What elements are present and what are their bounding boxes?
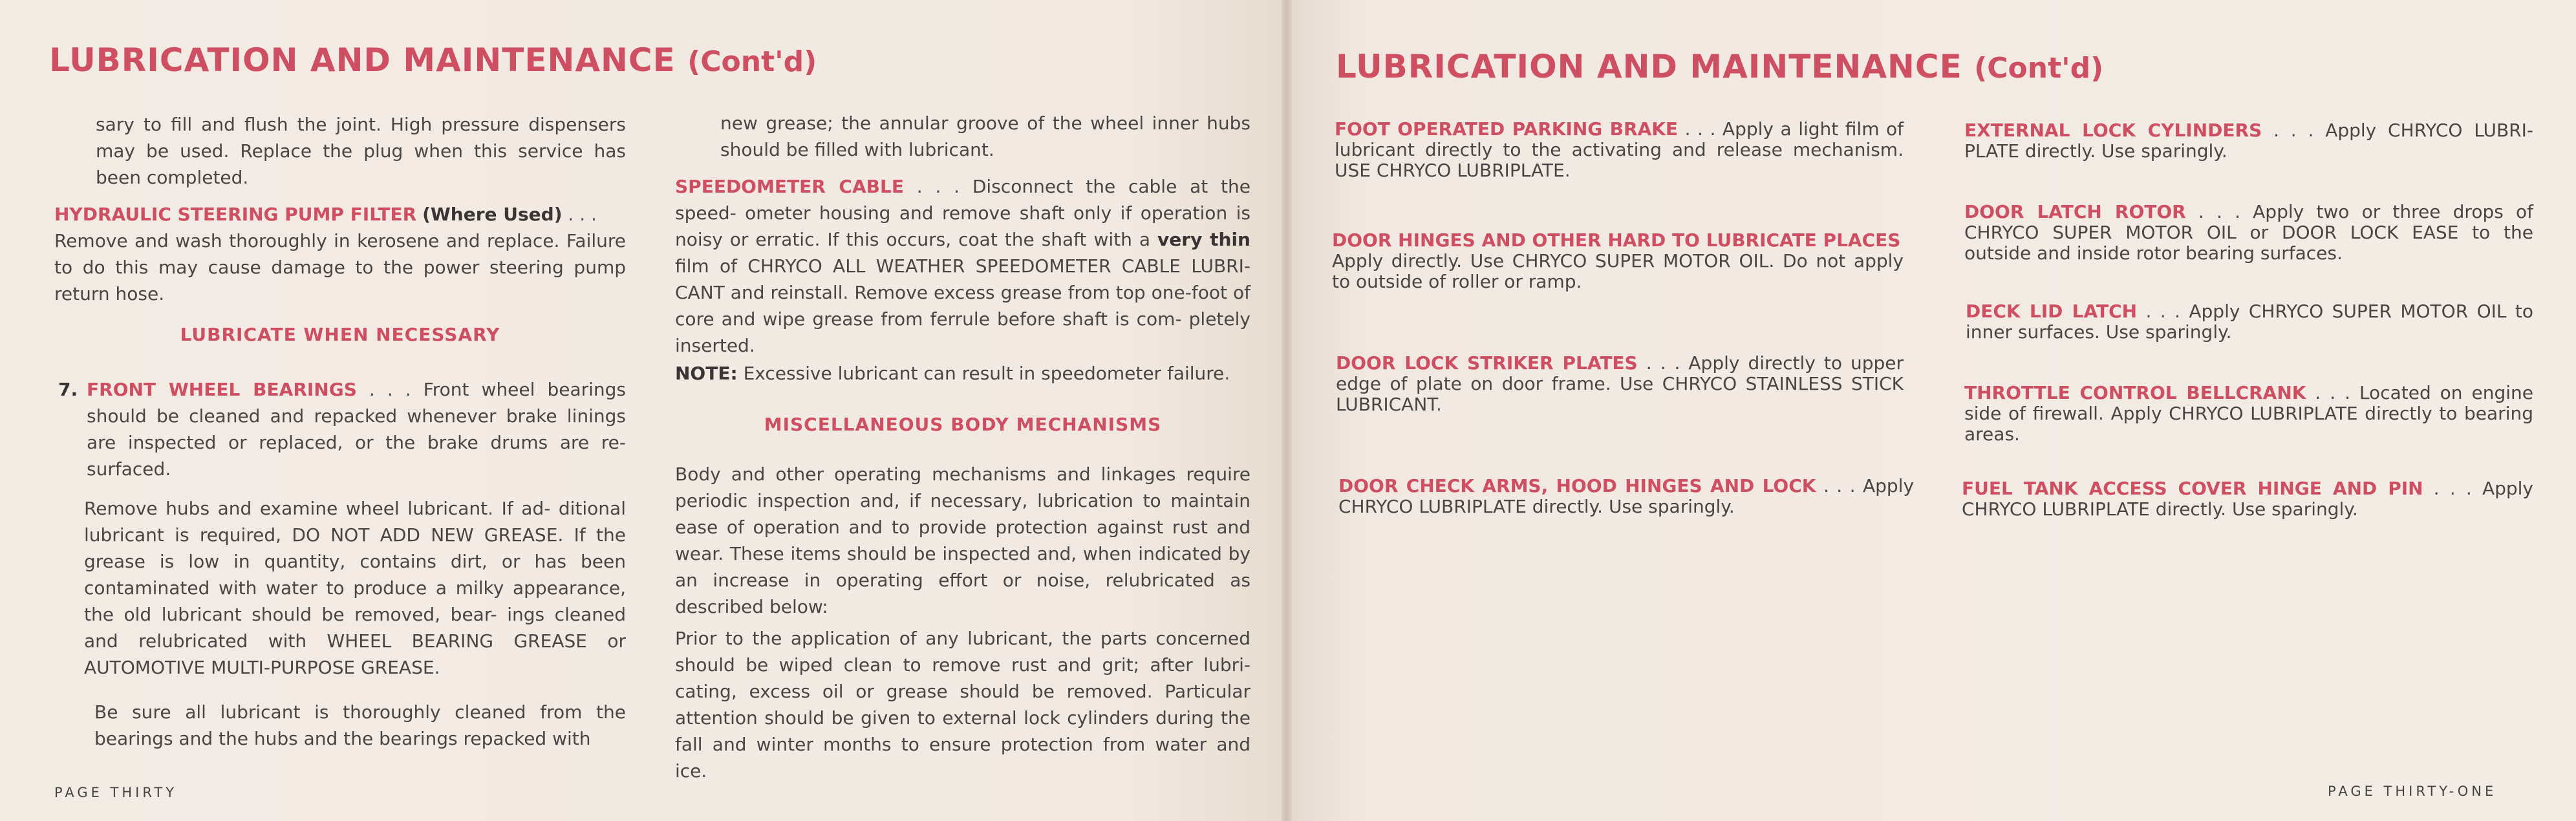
front-wheel-bearings-heading: FRONT WHEEL BEARINGS (87, 379, 357, 400)
door-latch-rotor-entry (1964, 202, 2533, 264)
wheel-clean-text: Be sure all lubricant is thoroughly cleaned from the bearings and the hubs and the bearings repacked with (94, 701, 626, 749)
door-hinges-text: Apply directly. Use CHRYCO SUPER MOTOR OIL. Do not apply to outside of roller or ramp. (1332, 250, 1904, 292)
left-page-title (49, 41, 817, 79)
door-lock-striker-entry (1336, 353, 1904, 415)
misc-body-mechanisms-heading: MISCELLANEOUS BODY MECHANISMS (764, 414, 1162, 435)
door-check-arms-paragraph (1338, 476, 1914, 517)
parking-brake-paragraph (1335, 119, 1904, 181)
door-latch-rotor-paragraph (1964, 202, 2533, 264)
throttle-bellcrank-entry (1964, 383, 2533, 445)
door-hinges-paragraph (1332, 230, 1904, 292)
fuel-tank-cover-paragraph (1962, 478, 2533, 520)
door-check-arms-text: . . . Apply CHRYCO LUBRIPLATE directly. Use sparingly. (1338, 475, 1915, 517)
fuel-tank-cover-entry (1962, 478, 2533, 520)
fuel-tank-cover-heading: FUEL TANK ACCESS COVER HINGE AND PIN (1962, 478, 2423, 499)
speedometer-text-a: . . . Disconnect the cable at the speed- ometer housing and remove shaft only if operation is noisy or erratic. If this occurs, coat the shaft with a (675, 176, 1251, 250)
external-lock-heading: EXTERNAL LOCK CYLINDERS (1964, 120, 2262, 141)
door-lock-striker-paragraph (1336, 353, 1904, 415)
speedometer-paragraph (675, 173, 1250, 359)
right-title-text: LUBRICATION AND MAINTENANCE (1336, 48, 1962, 85)
door-lock-striker-heading: DOOR LOCK STRIKER PLATES (1336, 352, 1638, 374)
front-wheel-bearings-paragraph (54, 376, 626, 482)
left-page-footer: PAGE THIRTY (54, 785, 178, 800)
right-page-footer: PAGE THIRTY-ONE (2328, 784, 2497, 799)
door-hinges-entry (1332, 230, 1904, 292)
throttle-bellcrank-paragraph (1964, 383, 2533, 445)
note-paragraph (675, 360, 1250, 387)
speedometer-cable-heading: SPEEDOMETER CABLE (675, 176, 904, 197)
left-title-cont: (Cont'd) (687, 45, 817, 78)
pump-filter-paragraph (54, 201, 626, 307)
left-column-2 (675, 110, 1250, 784)
left-title-text: LUBRICATION AND MAINTENANCE (49, 41, 676, 79)
parking-brake-entry (1335, 119, 1904, 181)
fuel-tank-cover-text: . . . Apply CHRYCO LUBRIPLATE directly. Use sparingly. (1962, 478, 2533, 520)
pump-filter-text: Remove and wash thoroughly in kerosene and replace. Failure to do this may cause damage to the power steering pump return hose. (54, 230, 626, 304)
deck-lid-latch-entry (1966, 301, 2533, 343)
left-column-1 (54, 111, 626, 752)
door-lock-striker-text: . . . Apply directly to upper edge of plate on door frame. Use CHRYCO STAINLESS STICK LUBRICANT. (1336, 352, 1904, 415)
right-page-title (1336, 48, 2103, 85)
speedometer-very-thin: very thin (1157, 229, 1250, 250)
book-gutter (1282, 0, 1292, 821)
item-number-7: 7. (58, 379, 78, 400)
right-title-cont: (Cont'd) (1974, 52, 2104, 85)
door-latch-rotor-heading: DOOR LATCH ROTOR (1964, 201, 2186, 222)
external-lock-paragraph (1964, 120, 2533, 162)
front-wheel-bearings-text: . . . Front wheel bearings should be cleaned and repacked whenever brake linings are inspected or replaced, or the brake drums are re- surfaced. (87, 379, 626, 480)
lubricate-when-necessary-heading: LUBRICATE WHEN NECESSARY (180, 324, 500, 345)
throttle-bellcrank-heading: THROTTLE CONTROL BELLCRANK (1964, 382, 2306, 403)
door-latch-rotor-text: . . . Apply two or three drops of CHRYCO SUPER MOTOR OIL or DOOR LOCK EASE to the outside and inside rotor bearing surfaces. (1964, 201, 2533, 264)
parking-brake-heading: FOOT OPERATED PARKING BRAKE (1335, 118, 1679, 140)
parking-brake-text: . . . Apply a light film of lubricant directly to the activating and release mechanism. USE CHRYCO LUBRIPLATE. (1335, 118, 1904, 181)
deck-lid-latch-paragraph (1966, 301, 2533, 343)
note-text: Excessive lubricant can result in speedometer failure. (743, 363, 1230, 384)
misc-text-1: Body and other operating mechanisms and linkages require periodic inspection and, if necessary, lubrication to maintain ease of operation and to provide protection against rust and wear. These items should be inspected and, when indicated by an increase in operating effort or noise, relubricated as described below: (675, 464, 1250, 617)
wheel-hubs-text: Remove hubs and examine wheel lubricant. If ad- ditional lubricant is required, DO NOT ADD NEW GREASE. If the grease is low in quantity, contains dirt, or has been contaminated with water to produce a milky appearance, the old lubricant should be removed, bear- ings cleaned and relubricated with WHEEL BEARING GREASE or AUTOMOTIVE MULTI-PURPOSE GREASE. (84, 498, 626, 678)
door-check-arms-heading: DOOR CHECK ARMS, HOOD HINGES AND LOCK (1338, 475, 1816, 496)
throttle-bellcrank-text: . . . Located on engine side of firewall. Apply CHRYCO LUBRIPLATE directly to bearing areas. (1964, 382, 2533, 445)
deck-lid-latch-text: . . . Apply CHRYCO SUPER MOTOR OIL to inner surfaces. Use sparingly. (1966, 301, 2533, 343)
external-lock-entry (1964, 120, 2533, 162)
speedometer-text-b: film of CHRYCO ALL WEATHER SPEEDOMETER CABLE LUBRI- CANT and reinstall. Remove excess grease from top one-foot of core and wipe grease from ferrule before shaft is com- pletely inserted. (675, 255, 1250, 356)
note-label: NOTE: (675, 363, 738, 384)
deck-lid-latch-heading: DECK LID LATCH (1966, 301, 2138, 322)
misc-text-2: Prior to the application of any lubricant, the parts concerned should be wiped clean to remove rust and grit; after lubri- cating, excess oil or grease should be removed. Particular attention should be given to external lock cylinders during the fall and winter months to ensure protection from water and ice. (675, 628, 1250, 782)
pump-filter-where-used: (Where Used) (422, 204, 563, 225)
grease-continuation-text: new grease; the annular groove of the wheel inner hubs should be filled with lubricant. (720, 112, 1250, 160)
door-hinges-heading: DOOR HINGES AND OTHER HARD TO LUBRICATE PLACES (1332, 229, 1901, 251)
joint-intro-text: sary to fill and flush the joint. High pressure dispensers may be used. Replace the plug when this service has been completed. (96, 114, 626, 188)
pump-filter-heading: HYDRAULIC STEERING PUMP FILTER (54, 204, 417, 225)
pump-filter-dots: . . . (568, 204, 597, 225)
door-check-arms-entry (1338, 476, 1914, 517)
external-lock-text: . . . Apply CHRYCO LUBRI- PLATE directly. Use sparingly. (1964, 120, 2533, 162)
